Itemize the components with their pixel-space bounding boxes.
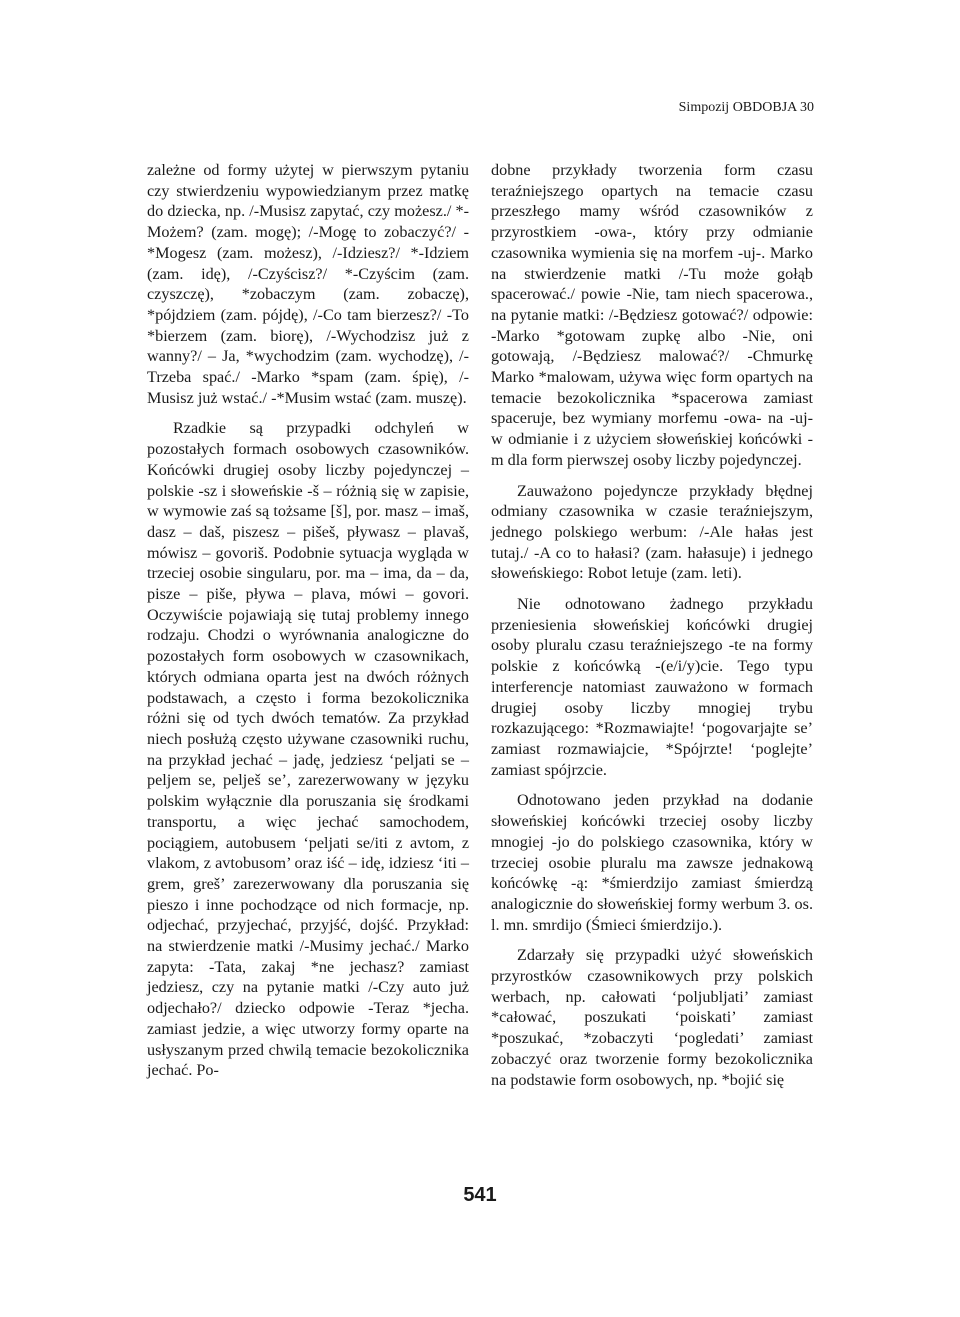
paragraph: dobne przykłady tworzenia form czasu teraźniejszego opartych na temacie czasu przeszłego mamy wśród czasowników z przyrostkiem -owa-, który przy odmianie czasownika wymienia się na morfem -uj-. Marko na stwierdzenie matki /-Tu może gołąb spacerować./ powie -Nie, tam niech spacerowa., na pytanie matki: /-Będziesz gotować?/ odpowie: -Marko *gotowam zupkę albo -Nie, oni gotowają, /-Będziesz malować?/ -Chmurkę Marko *malowam, używa więc form opartych na temacie bezokolicznika *spacerowa zamiast spaceruje, bez wymiany morfemu -owa- na -uj- w odmianie i z użyciem słoweńskiej końcówki -m dla form pierwszej osoby liczby pojedynczej. — [491, 161, 813, 469]
paragraph: Zdarzały się przypadki użyć słoweńskich przyrostków czasownikowych przy polskich werbach, np. całowati ʻpoljubljati’ zamiast *całować, poszukati ʻpoiskati’ zamiast *poszukać, *zobaczyti ʻpogledati’ zamiast zobaczyć oraz tworzenie formy bezokolicznika na podstawie form osobowych, np. *bojić się — [491, 946, 813, 1089]
paragraph: zależne od formy użytej w pierwszym pytaniu czy stwierdzeniu wypowiedzianym przez matkę do dziecka, np. /-Musisz zapytać, czy możesz./ *-Możem? (zam. mogę); /-Mogę to zobaczyć?/ -*Mogesz (zam. możesz), /-Idziesz?/ *-Idziem (zam. idę), /-Czyścisz?/ *-Czyścim (zam. czyszczę), *zobaczym (zam. zobaczę), *pójdziem (zam. pójdę), /-Co tam bierzesz?/ -To *bierzem (zam. biorę), /-Wychodzisz już z wanny?/ – Ja, *wychodzim (zam. wychodzę), /-Trzeba spać./ -Marko *spam (zam. śpię), /-Musisz już wstać./ -*Musim wstać (zam. muszę). — [147, 161, 469, 407]
left-column — [147, 160, 469, 1081]
paragraph: Nie odnotowano żadnego przykładu przeniesienia słoweńskiej końcówki drugiej osoby pluralu czasu teraźniejszego -te na formy polskie z końcówką -(e/i/y)cie. Tego typu interferencje natomiast zauważono w formach drugiej osoby liczby mnogiej trybu rozkazującego: *Rozmawiajte! ʻpogovarjajte se’ zamiast rozmawiajcie, *Spójrzte! ʻpoglejte’ zamiast spójrzcie. — [491, 595, 813, 779]
paragraph: Zauważono pojedyncze przykłady błędnej odmiany czasownika w czasie teraźniejszym, jednego polskiego werbum: /-Ale hałas jest tutaj./ -A co to hałasi? (zam. hałasuje) i jednego słoweńskiego: Robot letuje (zam. leti). — [491, 481, 813, 583]
paragraph: Rzadkie są przypadki odchyleń w pozostałych formach osobowych czasowników. Końcówki drugiej osoby liczby pojedynczej – polskie -sz i słoweńskie -š – różnią się w zapisie, w wymowie zaś są tożsame [š], por. masz – imaš, dasz – daš, piszesz – pišeš, pływasz – plavaš, mówisz – govoriš. Podobnie sytuacja wygląda w trzeciej osobie singularu, por. ma – ima, da – da, pisze – piše, pływa – plava, mówi – govori. Oczywiście pojawiają się tutaj problemy innego rodzaju. Chodzi o wyrównania analogiczne do pozostałych form osobowych w czasownikach, których odmiana oparta jest na dwóch różnych podstawach, a często i forma bezokolicznika różni się od tych dwóch tematów. Za przykład niech posłużą często używane czasowniki ruchu, na przykład jechać – jadę, jedziesz ʻpeljati se – peljem se, pelješ se’, zarezerwowany w języku polskim wyłącznie dla poruszania się środkami transportu, a więc jechać samochodem, pociągiem, autobusem ʻpeljati se/iti z avtom, z vlakom, z avtobusom’ oraz iść – idę, idziesz ʻiti – grem, greš’ zarezerwowany dla poruszania się pieszo i inne pochodzące od nich formacje, np. odjechać, przyjechać, przyjść, dojść. Przykład: na stwierdzenie matki /-Musimy jechać./ Marko zapyta: -Tata, zakaj *ne jechasz? zamiast jedziesz, czy na pytanie matki /-Czy auto już odjechało?/ dziecko odpowie -Teraz *jecha. zamiast jedzie, a więc utworzy formy oparte na usłyszanym przed chwilą temacie bezokolicznika jechać. Po- — [147, 419, 469, 1080]
page-number: 541 — [463, 1184, 497, 1206]
running-header: Simpozij OBDOBJA 30 — [678, 100, 814, 115]
paragraph: Odnotowano jeden przykład na dodanie słoweńskiej końcówki trzeciej osoby liczby mnogiej -jo do polskiego czasownika, który w trzeciej osobie pluralu ma zawsze jednakową końcówkę -ą: *śmierdzijo zamiast śmierdzą analogicznie do słoweńskiej formy werbum 3. os. l. mn. smrdijo (Śmieci śmierdzijo.). — [491, 791, 813, 934]
right-column — [491, 160, 813, 1090]
